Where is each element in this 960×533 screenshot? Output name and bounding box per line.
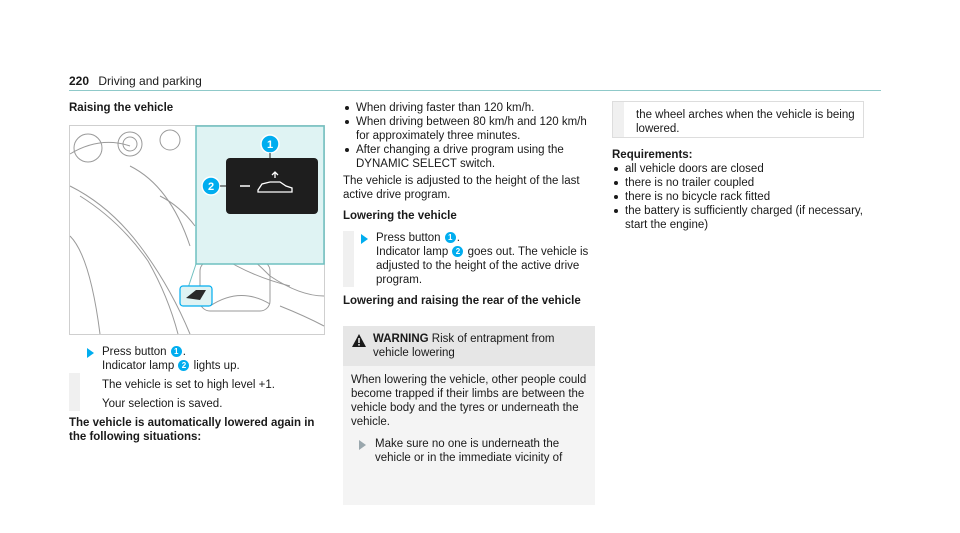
list-item: When driving between 80 km/h and 120 km/h for approximately three minutes. [343,115,595,143]
callout-badge-2: 2 [452,246,463,257]
section-title: Driving and parking [98,74,202,88]
warning-triangle-icon [352,334,366,347]
raise-step [69,345,324,444]
list-item: After changing a drive program using the DYNAMIC SELECT switch. [343,143,595,171]
list-item: all vehicle doors are closed [612,162,880,176]
list-item: When driving faster than 120 km/h. [343,101,595,115]
lowering-conditions-list [343,101,595,171]
callout-1: 1 [266,139,274,151]
auto-lower-heading: The vehicle is automatically lowered again in the following situations: [69,417,315,443]
action-arrow-icon [361,234,368,244]
note-high-level: The vehicle is set to high level +1. [102,379,275,391]
lower-instruction: Press button 1 . Indicator lamp 2 goes out. The vehicle is adjusted to the height of the active drive program. [343,231,595,287]
dashboard-illustration [69,125,325,335]
lowering-heading: Lowering the vehicle [343,210,457,222]
warning-instruction: Make sure no one is underneath the vehicle or in the immediate vicinity of [351,437,587,465]
requirements-list [612,162,880,232]
callout-badge-2: 2 [178,360,189,371]
rear-heading: Lowering and raising the rear of the vehicle [343,295,581,307]
note-saved: Your selection is saved. [102,398,223,410]
warning-label: WARNING [373,333,429,345]
column-1 [69,101,324,115]
raise-instruction: Press button 1 . Indicator lamp 2 lights up. [69,345,324,373]
warning-header [343,326,595,366]
raising-heading: Raising the vehicle [69,102,174,114]
adjusted-text: The vehicle is adjusted to the height of the last active drive program. [343,175,580,201]
center-console-drawing [70,126,324,334]
raise-notes [69,378,324,411]
header-rule [69,90,881,91]
callout-2: 2 [207,181,215,193]
warning-title: Risk of entrapment from vehicle lowering [373,333,555,359]
callout-badge-1: 1 [171,346,182,357]
action-arrow-icon [359,440,366,450]
continuation-text: the wheel arches when the vehicle is being lowered. [636,109,855,135]
list-item: the battery is sufficiently charged (if necessary, start the engine) [612,204,880,232]
warning-text: When lowering the vehicle, other people could become trapped if their limbs are between the vehicle body and the tyres or underneath the vehicle. [351,374,587,428]
callout-badge-1: 1 [445,232,456,243]
page-number: 220 [69,74,90,88]
note-bar [69,373,80,411]
requirements-block [612,148,880,232]
page-header [69,74,202,88]
warning-box [343,326,595,464]
list-item: there is no bicycle rack fitted [612,190,880,204]
column-2 [343,101,595,308]
warning-continuation [612,101,864,138]
requirements-heading: Requirements: [612,149,693,161]
action-arrow-icon [87,348,94,358]
warning-body [343,366,595,505]
list-item: there is no trailer coupled [612,176,880,190]
